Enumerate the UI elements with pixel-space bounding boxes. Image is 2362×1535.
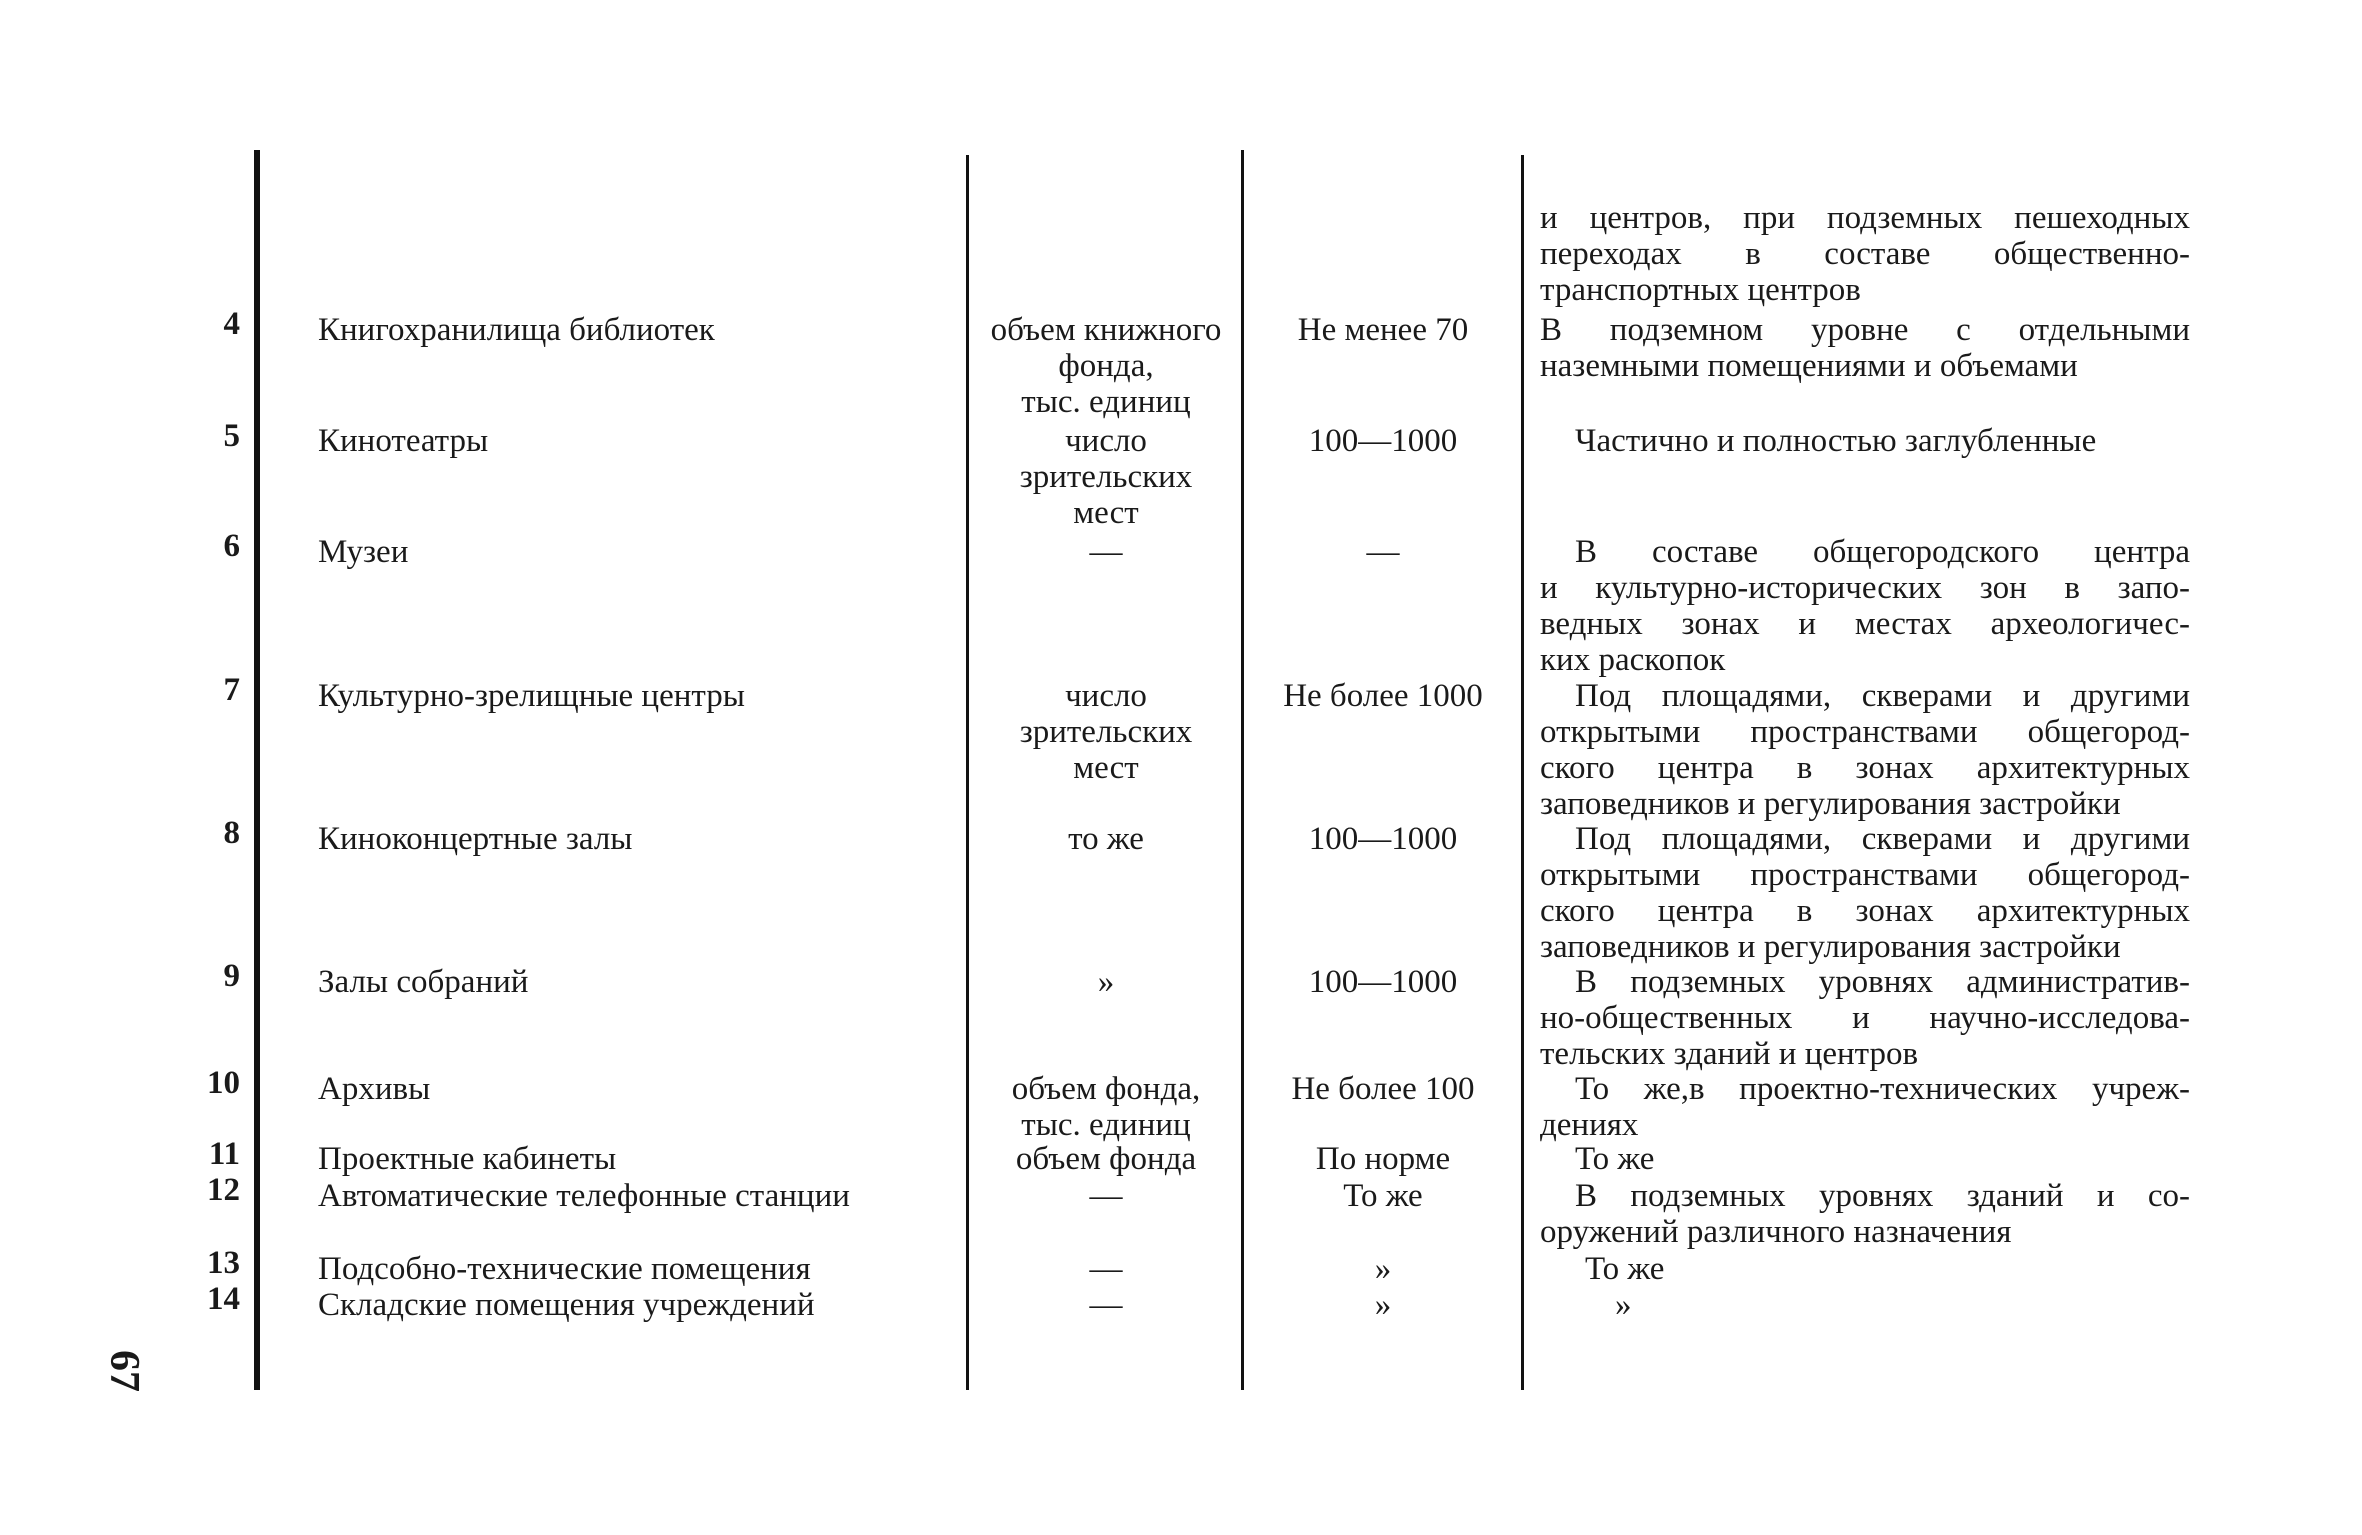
- row-unit: [975, 1251, 1237, 1287]
- row-name: Архивы: [318, 1071, 431, 1107]
- note-line: открытыми пространствами общегород-: [1540, 857, 2190, 893]
- row-note: [1540, 312, 2190, 384]
- note-line: ского центра в зонах архитектурных: [1540, 893, 2190, 929]
- note-continuation: [1540, 200, 2190, 308]
- row-name: Книгохранилища библиотек: [318, 312, 715, 348]
- row-number: 4: [223, 306, 240, 342]
- row-capacity: Не более 100: [1291, 1071, 1475, 1107]
- row-number: 12: [207, 1172, 240, 1208]
- row-unit: [975, 312, 1237, 420]
- row-number: 13: [207, 1245, 240, 1281]
- row-note: [1575, 423, 2195, 459]
- unit-line: то же: [1068, 821, 1144, 857]
- row-unit: [975, 678, 1237, 786]
- row-number: 14: [207, 1281, 240, 1317]
- note-line: Частично и полностью заглубленные: [1575, 423, 2097, 459]
- unit-line: зрительских: [1019, 714, 1193, 750]
- unit-line: тыс. единиц: [1021, 1107, 1191, 1143]
- unit-line: объем фонда: [1015, 1141, 1197, 1177]
- row-note: [1575, 1141, 2195, 1177]
- unit-line: мест: [1073, 495, 1139, 531]
- column-rule-note: [1521, 155, 1524, 1390]
- row-note: [1540, 964, 2190, 1072]
- row-name: Складские помещения учреждений: [318, 1287, 815, 1323]
- page-number: 67: [101, 1350, 147, 1392]
- unit-line: объем книжного: [990, 312, 1222, 348]
- note-line: переходах в составе общественно-: [1540, 236, 2190, 272]
- note-line: В подземных уровнях зданий и со-: [1575, 1178, 2190, 1214]
- note-line: То же: [1585, 1251, 1665, 1287]
- row-note: [1615, 1287, 2185, 1323]
- row-number: 6: [223, 528, 240, 564]
- row-note: [1540, 534, 2190, 678]
- row-unit: [975, 423, 1237, 531]
- unit-line: фонда,: [1058, 348, 1154, 384]
- unit-line: —: [1089, 1251, 1123, 1287]
- row-number: 8: [223, 815, 240, 851]
- row-unit: [975, 1071, 1237, 1143]
- row-name: Подсобно-технические помещения: [318, 1251, 811, 1287]
- column-rule-left: [254, 150, 260, 1390]
- note-line: ведных зонах и местах археологичес-: [1540, 606, 2190, 642]
- note-line: открытыми пространствами общегород-: [1540, 714, 2190, 750]
- row-number: 5: [223, 418, 240, 454]
- row-unit: [975, 534, 1237, 570]
- note-line: транспортных центров: [1540, 272, 1861, 308]
- note-line: ких раскопок: [1540, 642, 1726, 678]
- row-unit: [975, 821, 1237, 857]
- unit-line: мест: [1073, 750, 1139, 786]
- row-unit: [975, 1178, 1237, 1214]
- note-line: »: [1615, 1287, 1632, 1323]
- row-capacity: »: [1374, 1287, 1392, 1323]
- note-line: заповедников и регулирования застройки: [1540, 786, 2121, 822]
- row-capacity: —: [1366, 534, 1400, 570]
- unit-line: »: [1097, 964, 1115, 1000]
- row-note: [1540, 821, 2190, 965]
- column-rule-unit: [966, 155, 969, 1390]
- note-line: Под площадями, скверами и другими: [1575, 678, 2190, 714]
- row-number: 11: [208, 1136, 240, 1172]
- row-number: 10: [207, 1065, 240, 1101]
- note-line: В составе общегородского центра: [1575, 534, 2190, 570]
- unit-line: зрительских: [1019, 459, 1193, 495]
- row-name: Кинотеатры: [318, 423, 489, 459]
- row-note: [1585, 1251, 2185, 1287]
- note-line: заповедников и регулирования застройки: [1540, 929, 2121, 965]
- note-line: В подземных уровнях административ-: [1575, 964, 2190, 1000]
- row-name: Музеи: [318, 534, 409, 570]
- row-number: 9: [223, 958, 240, 994]
- row-capacity: »: [1374, 1251, 1392, 1287]
- note-line: В подземном уровне с отдельными: [1540, 312, 2190, 348]
- row-unit: [975, 1141, 1237, 1177]
- row-capacity: Не менее 70: [1297, 312, 1469, 348]
- note-line: ского центра в зонах архитектурных: [1540, 750, 2190, 786]
- unit-line: —: [1089, 1287, 1123, 1323]
- row-note: [1540, 1071, 2190, 1143]
- row-capacity: 100—1000: [1308, 423, 1458, 459]
- row-name: Автоматические телефонные станции: [318, 1178, 850, 1214]
- unit-line: объем фонда,: [1011, 1071, 1201, 1107]
- row-capacity: Не более 1000: [1283, 678, 1483, 714]
- note-line: и культурно-исторических зон в запо-: [1540, 570, 2190, 606]
- row-unit: [975, 964, 1237, 1000]
- unit-line: тыс. единиц: [1021, 384, 1191, 420]
- row-capacity: 100—1000: [1308, 821, 1458, 857]
- row-name: Культурно-зрелищные центры: [318, 678, 745, 714]
- row-name: Проектные кабинеты: [318, 1141, 617, 1177]
- row-note: [1540, 1178, 2190, 1250]
- unit-line: —: [1089, 1178, 1123, 1214]
- note-line: наземными помещениями и объемами: [1540, 348, 2078, 384]
- note-line: но-общественных и научно-исследова-: [1540, 1000, 2190, 1036]
- row-capacity: По норме: [1315, 1141, 1451, 1177]
- row-note: [1540, 678, 2190, 822]
- note-line: оружений различного назначения: [1540, 1214, 2012, 1250]
- note-line: дениях: [1540, 1107, 1639, 1143]
- note-line: Под площадями, скверами и другими: [1575, 821, 2190, 857]
- row-capacity: 100—1000: [1308, 964, 1458, 1000]
- row-name: Киноконцертные залы: [318, 821, 633, 857]
- row-unit: [975, 1287, 1237, 1323]
- unit-line: число: [1065, 678, 1147, 714]
- note-line: тельских зданий и центров: [1540, 1036, 1919, 1072]
- row-capacity: То же: [1343, 1178, 1423, 1214]
- note-line: То же,в проектно-технических учреж-: [1575, 1071, 2190, 1107]
- unit-line: —: [1089, 534, 1123, 570]
- row-number: 7: [223, 672, 240, 708]
- column-rule-capacity: [1241, 150, 1244, 1390]
- note-line: и центров, при подземных пешеходных: [1540, 200, 2190, 236]
- note-line: То же: [1575, 1141, 1655, 1177]
- unit-line: число: [1065, 423, 1147, 459]
- row-name: Залы собраний: [318, 964, 529, 1000]
